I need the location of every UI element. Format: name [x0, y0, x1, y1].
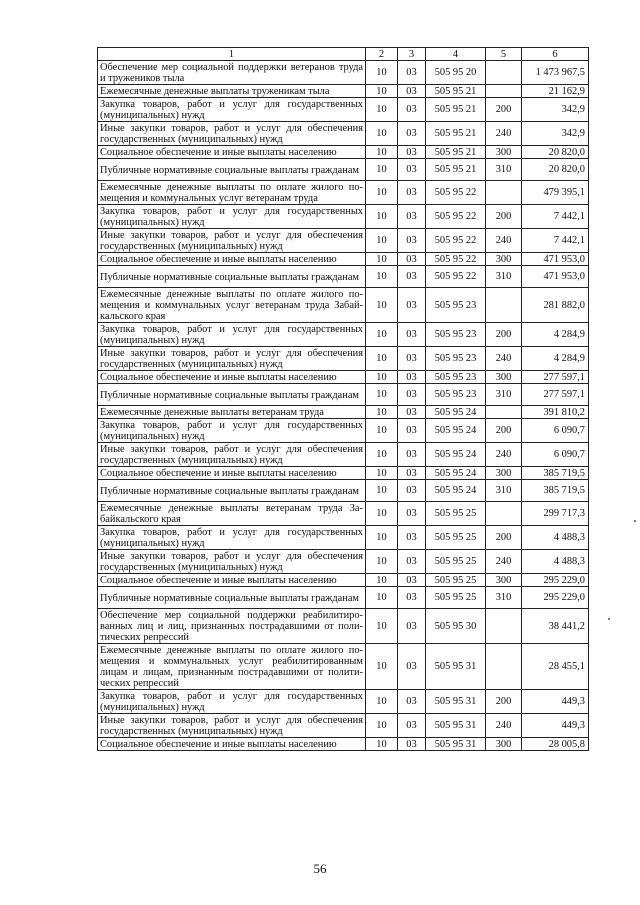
row-section: 10	[366, 419, 398, 443]
table-row	[98, 467, 589, 480]
row-target-code: 505 95 25	[426, 526, 486, 550]
row-expense-type	[486, 181, 522, 205]
row-target-code: 505 95 22	[426, 266, 486, 288]
table-row	[98, 98, 589, 122]
row-expense-type	[486, 644, 522, 690]
page-number: 56	[313, 861, 327, 876]
row-name: Закупка товаров, работ и услуг для государственных (муниципальных) нужд	[98, 419, 366, 443]
row-subsection: 03	[398, 146, 426, 159]
row-expense-type: 310	[486, 384, 522, 406]
row-amount: 342,9	[522, 122, 589, 146]
row-section: 10	[366, 574, 398, 587]
header-col-subsection: 3	[398, 48, 426, 61]
row-expense-type: 300	[486, 253, 522, 266]
row-expense-type: 300	[486, 574, 522, 587]
header-col-amount: 6	[522, 48, 589, 61]
row-expense-type	[486, 502, 522, 526]
row-subsection: 03	[398, 609, 426, 644]
row-section: 10	[366, 738, 398, 751]
row-amount: 7 442,1	[522, 205, 589, 229]
row-subsection: 03	[398, 574, 426, 587]
row-section: 10	[366, 288, 398, 323]
table-row	[98, 347, 589, 371]
table-row	[98, 587, 589, 609]
row-expense-type: 240	[486, 443, 522, 467]
row-amount: 4 488,3	[522, 526, 589, 550]
header-col-target-code: 4	[426, 48, 486, 61]
table-row	[98, 574, 589, 587]
row-subsection: 03	[398, 122, 426, 146]
row-name: Публичные нормативные социальные выплаты граждaнам	[98, 266, 366, 288]
row-expense-type: 240	[486, 229, 522, 253]
row-target-code: 505 95 25	[426, 550, 486, 574]
row-target-code: 505 95 24	[426, 406, 486, 419]
row-name: Иные закупки товаров, работ и услуг для обеспечения государственных (муниципальных) нужд	[98, 714, 366, 738]
row-section: 10	[366, 323, 398, 347]
row-amount: 471 953,0	[522, 253, 589, 266]
row-target-code: 505 95 22	[426, 205, 486, 229]
row-amount: 479 395,1	[522, 181, 589, 205]
row-target-code: 505 95 23	[426, 384, 486, 406]
row-name: Социальное обеспечение и иные выплаты населению	[98, 467, 366, 480]
row-section: 10	[366, 229, 398, 253]
row-expense-type: 300	[486, 371, 522, 384]
row-expense-type	[486, 609, 522, 644]
row-expense-type: 240	[486, 714, 522, 738]
table-row	[98, 419, 589, 443]
row-expense-type: 200	[486, 526, 522, 550]
row-target-code: 505 95 21	[426, 98, 486, 122]
row-expense-type: 200	[486, 98, 522, 122]
table-row	[98, 61, 589, 85]
row-amount: 21 162,9	[522, 85, 589, 98]
row-name: Обеспечение мер социальной поддержки реабилитированных лиц и лиц, признанных пострадавшими от политических репрессий	[98, 609, 366, 644]
header-col-name: 1	[98, 48, 366, 61]
table-row	[98, 609, 589, 644]
row-target-code: 505 95 23	[426, 323, 486, 347]
row-subsection: 03	[398, 181, 426, 205]
row-subsection: 03	[398, 323, 426, 347]
row-section: 10	[366, 159, 398, 181]
row-expense-type: 200	[486, 690, 522, 714]
row-name: Обеспечение мер социальной поддержки ветеранов труда и тружеников тыла	[98, 61, 366, 85]
row-section: 10	[366, 480, 398, 502]
row-target-code: 505 95 31	[426, 644, 486, 690]
row-subsection: 03	[398, 98, 426, 122]
row-expense-type: 200	[486, 419, 522, 443]
row-target-code: 505 95 22	[426, 229, 486, 253]
row-subsection: 03	[398, 467, 426, 480]
row-target-code: 505 95 23	[426, 347, 486, 371]
row-subsection: 03	[398, 159, 426, 181]
row-amount: 1 473 967,5	[522, 61, 589, 85]
row-section: 10	[366, 85, 398, 98]
row-target-code: 505 95 21	[426, 85, 486, 98]
row-subsection: 03	[398, 587, 426, 609]
row-target-code: 505 95 24	[426, 467, 486, 480]
table-row	[98, 323, 589, 347]
row-subsection: 03	[398, 714, 426, 738]
row-target-code: 505 95 24	[426, 480, 486, 502]
row-target-code: 505 95 23	[426, 288, 486, 323]
row-amount: 391 810,2	[522, 406, 589, 419]
table-row	[98, 266, 589, 288]
row-subsection: 03	[398, 229, 426, 253]
row-name: Публичные нормативные социальные выплаты граждaнам	[98, 587, 366, 609]
row-target-code: 505 95 24	[426, 419, 486, 443]
row-section: 10	[366, 609, 398, 644]
row-subsection: 03	[398, 419, 426, 443]
row-section: 10	[366, 61, 398, 85]
row-target-code: 505 95 25	[426, 574, 486, 587]
table-row	[98, 288, 589, 323]
row-expense-type: 200	[486, 323, 522, 347]
row-name: Закупка товаров, работ и услуг для государственных (муниципальных) нужд	[98, 690, 366, 714]
row-target-code: 505 95 30	[426, 609, 486, 644]
row-name: Иные закупки товаров, работ и услуг для обеспечения государственных (муниципальных) нужд	[98, 122, 366, 146]
table-row	[98, 480, 589, 502]
row-name: Публичные нормативные социальные выплаты граждaнам	[98, 384, 366, 406]
row-name: Ежемесячные денежные выплаты по оплате жилого помещения и коммунальных услуг реабилитированным лицам и лицам, признанным пострадавшими от политических репрессий	[98, 644, 366, 690]
row-amount: 20 820,0	[522, 159, 589, 181]
row-amount: 6 090,7	[522, 419, 589, 443]
row-name: Закупка товаров, работ и услуг для государственных (муниципальных) нужд	[98, 323, 366, 347]
scan-speck	[634, 520, 636, 522]
row-name: Ежемесячные денежные выплаты труженикам тыла	[98, 85, 366, 98]
row-section: 10	[366, 371, 398, 384]
row-name: Социальное обеспечение и иные выплаты населению	[98, 253, 366, 266]
row-subsection: 03	[398, 406, 426, 419]
row-section: 10	[366, 690, 398, 714]
row-subsection: 03	[398, 690, 426, 714]
row-expense-type: 310	[486, 480, 522, 502]
row-name: Социальное обеспечение и иные выплаты населению	[98, 574, 366, 587]
row-subsection: 03	[398, 253, 426, 266]
table-row	[98, 253, 589, 266]
table-row	[98, 371, 589, 384]
row-subsection: 03	[398, 61, 426, 85]
row-name: Иные закупки товаров, работ и услуг для обеспечения государственных (муниципальных) нужд	[98, 229, 366, 253]
row-amount: 277 597,1	[522, 371, 589, 384]
row-target-code: 505 95 31	[426, 714, 486, 738]
row-expense-type	[486, 85, 522, 98]
table-body	[98, 61, 589, 751]
row-section: 10	[366, 587, 398, 609]
row-target-code: 505 95 31	[426, 690, 486, 714]
row-section: 10	[366, 253, 398, 266]
row-subsection: 03	[398, 480, 426, 502]
row-subsection: 03	[398, 85, 426, 98]
row-subsection: 03	[398, 738, 426, 751]
table-row	[98, 690, 589, 714]
table-row	[98, 205, 589, 229]
row-expense-type: 200	[486, 205, 522, 229]
row-subsection: 03	[398, 384, 426, 406]
row-section: 10	[366, 443, 398, 467]
row-name: Закупка товаров, работ и услуг для государственных (муниципальных) нужд	[98, 205, 366, 229]
header-row	[98, 48, 589, 61]
row-subsection: 03	[398, 526, 426, 550]
row-expense-type: 300	[486, 146, 522, 159]
row-expense-type	[486, 288, 522, 323]
row-section: 10	[366, 644, 398, 690]
row-name: Социальное обеспечение и иные выплаты населению	[98, 146, 366, 159]
row-section: 10	[366, 205, 398, 229]
row-subsection: 03	[398, 288, 426, 323]
row-section: 10	[366, 384, 398, 406]
row-amount: 38 441,2	[522, 609, 589, 644]
row-amount: 385 719,5	[522, 467, 589, 480]
table-row	[98, 384, 589, 406]
row-amount: 471 953,0	[522, 266, 589, 288]
row-amount: 4 488,3	[522, 550, 589, 574]
row-amount: 385 719,5	[522, 480, 589, 502]
row-name: Закупка товаров, работ и услуг для государственных (муниципальных) нужд	[98, 526, 366, 550]
row-section: 10	[366, 347, 398, 371]
row-section: 10	[366, 266, 398, 288]
row-expense-type: 300	[486, 467, 522, 480]
row-amount: 449,3	[522, 714, 589, 738]
row-target-code: 505 95 22	[426, 181, 486, 205]
row-name: Ежемесячные денежные выплаты ветеранам труда Забайкальского края	[98, 502, 366, 526]
row-section: 10	[366, 122, 398, 146]
row-name: Ежемесячные денежные выплаты ветеранам труда	[98, 406, 366, 419]
row-section: 10	[366, 550, 398, 574]
row-section: 10	[366, 181, 398, 205]
table-row	[98, 714, 589, 738]
table-row	[98, 738, 589, 751]
row-target-code: 505 95 23	[426, 371, 486, 384]
row-name: Ежемесячные денежные выплаты по оплате жилого помещения и коммунальных услуг ветеранам труда Забайкальского края	[98, 288, 366, 323]
row-expense-type: 310	[486, 587, 522, 609]
table-row	[98, 406, 589, 419]
row-amount: 4 284,9	[522, 323, 589, 347]
row-amount: 28 455,1	[522, 644, 589, 690]
row-expense-type: 240	[486, 550, 522, 574]
row-amount: 342,9	[522, 98, 589, 122]
table-row	[98, 644, 589, 690]
row-target-code: 505 95 31	[426, 738, 486, 751]
row-amount: 449,3	[522, 690, 589, 714]
row-amount: 299 717,3	[522, 502, 589, 526]
row-name: Ежемесячные денежные выплаты по оплате жилого помещения и коммунальных услуг ветеранам труда	[98, 181, 366, 205]
scan-speck	[608, 618, 610, 620]
row-section: 10	[366, 714, 398, 738]
row-amount: 7 442,1	[522, 229, 589, 253]
row-subsection: 03	[398, 347, 426, 371]
row-name: Социальное обеспечение и иные выплаты населению	[98, 738, 366, 751]
row-amount: 295 229,0	[522, 587, 589, 609]
table-row	[98, 146, 589, 159]
table-row	[98, 502, 589, 526]
row-target-code: 505 95 21	[426, 122, 486, 146]
row-section: 10	[366, 146, 398, 159]
row-name: Иные закупки товаров, работ и услуг для обеспечения государственных (муниципальных) нужд	[98, 443, 366, 467]
row-name: Закупка товаров, работ и услуг для государственных (муниципальных) нужд	[98, 98, 366, 122]
row-target-code: 505 95 21	[426, 146, 486, 159]
table-row	[98, 526, 589, 550]
row-amount: 277 597,1	[522, 384, 589, 406]
row-subsection: 03	[398, 550, 426, 574]
table-row	[98, 229, 589, 253]
row-section: 10	[366, 526, 398, 550]
row-target-code: 505 95 21	[426, 159, 486, 181]
row-expense-type	[486, 406, 522, 419]
row-target-code: 505 95 25	[426, 587, 486, 609]
table-row	[98, 550, 589, 574]
row-name: Иные закупки товаров, работ и услуг для обеспечения государственных (муниципальных) нужд	[98, 550, 366, 574]
row-expense-type: 300	[486, 738, 522, 751]
row-name: Публичные нормативные социальные выплаты граждaнам	[98, 480, 366, 502]
row-target-code: 505 95 24	[426, 443, 486, 467]
row-expense-type: 310	[486, 159, 522, 181]
table-row	[98, 159, 589, 181]
row-subsection: 03	[398, 266, 426, 288]
row-subsection: 03	[398, 371, 426, 384]
row-section: 10	[366, 502, 398, 526]
row-target-code: 505 95 20	[426, 61, 486, 85]
row-amount: 281 882,0	[522, 288, 589, 323]
row-name: Иные закупки товаров, работ и услуг для обеспечения государственных (муниципальных) нужд	[98, 347, 366, 371]
row-amount: 6 090,7	[522, 443, 589, 467]
table-row	[98, 443, 589, 467]
header-col-expense-type: 5	[486, 48, 522, 61]
row-expense-type	[486, 61, 522, 85]
table-row	[98, 85, 589, 98]
row-amount: 28 005,8	[522, 738, 589, 751]
row-subsection: 03	[398, 644, 426, 690]
row-section: 10	[366, 98, 398, 122]
row-amount: 20 820,0	[522, 146, 589, 159]
table-row	[98, 122, 589, 146]
header-col-section: 2	[366, 48, 398, 61]
row-expense-type: 240	[486, 347, 522, 371]
budget-table	[97, 47, 589, 751]
row-section: 10	[366, 406, 398, 419]
row-amount: 295 229,0	[522, 574, 589, 587]
row-amount: 4 284,9	[522, 347, 589, 371]
row-subsection: 03	[398, 443, 426, 467]
row-target-code: 505 95 25	[426, 502, 486, 526]
row-subsection: 03	[398, 205, 426, 229]
row-name: Социальное обеспечение и иные выплаты населению	[98, 371, 366, 384]
row-name: Публичные нормативные социальные выплаты граждaнам	[98, 159, 366, 181]
row-section: 10	[366, 467, 398, 480]
row-expense-type: 310	[486, 266, 522, 288]
row-expense-type: 240	[486, 122, 522, 146]
table-row	[98, 181, 589, 205]
row-subsection: 03	[398, 502, 426, 526]
table-header	[98, 48, 589, 61]
row-target-code: 505 95 22	[426, 253, 486, 266]
